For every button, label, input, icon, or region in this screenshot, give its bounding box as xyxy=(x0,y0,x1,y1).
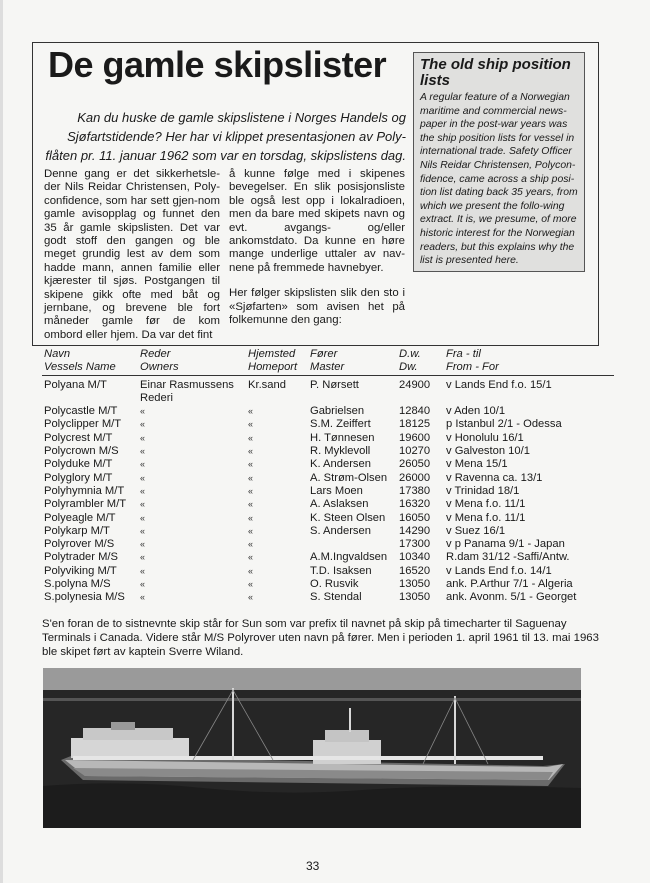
header-dw: Dw. xyxy=(399,361,418,374)
owner-ditto: « xyxy=(140,525,146,536)
master: K. Andersen xyxy=(310,458,371,471)
vessel-name: Polyana M/T xyxy=(44,378,107,391)
page-edge xyxy=(0,0,3,883)
summary-body: A regular feature of a Norwegian maritime and commercial news-paper in the post-war years was the ship position lists for vessel in international trade. Safety Officer Nils Reidar Christensen, Polycon-fidence, came across a ship posi-tion list dating back 35 years, from which we present the follo-wing extract. It is, we presume, of more historic interest for the Norwegian readers, but this explains why the list is presented here. xyxy=(420,92,578,267)
owner-ditto: « xyxy=(140,552,146,563)
owner-ditto: « xyxy=(140,419,146,430)
header-owner: Reder xyxy=(140,348,171,360)
table-row xyxy=(42,418,612,431)
route: v Suez 16/1 xyxy=(446,524,506,537)
table-row xyxy=(42,498,612,511)
deadweight: 26050 xyxy=(399,458,431,471)
master: H. Tønnesen xyxy=(310,431,375,444)
vessel-name: Polyviking M/T xyxy=(44,564,117,577)
table-row xyxy=(42,578,612,591)
vessel-name: Polycastle M/T xyxy=(44,405,118,418)
route: v p Panama 9/1 - Japan xyxy=(446,538,565,551)
deadweight: 12840 xyxy=(399,405,431,418)
table-row xyxy=(42,405,612,418)
master: P. Nørsett xyxy=(310,378,359,391)
table-header-divider xyxy=(42,375,614,376)
table-body xyxy=(42,405,612,604)
header-name: Vessels Name xyxy=(44,361,116,374)
deadweight: 19600 xyxy=(399,431,431,444)
table-header-english xyxy=(42,361,612,374)
vessel-name: Polyeagle M/T xyxy=(44,511,116,524)
table-row xyxy=(42,525,612,538)
table-row xyxy=(42,379,612,392)
vessel-name: Polytrader M/S xyxy=(44,551,118,564)
deadweight: 18125 xyxy=(399,418,431,431)
master: R. Myklevoll xyxy=(310,445,371,458)
homeport-ditto: « xyxy=(248,565,254,576)
homeport-ditto: « xyxy=(248,539,254,550)
header-home: Homeport xyxy=(248,361,298,374)
deadweight: 16520 xyxy=(399,564,431,577)
table-row xyxy=(42,472,612,485)
owner-ditto: « xyxy=(140,579,146,590)
vessel-name: S.polyna M/S xyxy=(44,578,111,591)
deadweight: 26000 xyxy=(399,471,431,484)
ship-illustration xyxy=(43,668,581,828)
homeport-ditto: « xyxy=(248,446,254,457)
homeport-ditto: « xyxy=(248,592,254,603)
homeport-ditto: « xyxy=(248,552,254,563)
deadweight: 13050 xyxy=(399,591,431,604)
body-column-2 xyxy=(229,168,405,327)
route: R.dam 31/12 -Saffi/Antw. xyxy=(446,551,570,564)
master: S.M. Zeiffert xyxy=(310,418,371,431)
master: Lars Moen xyxy=(310,484,363,497)
owner-ditto: « xyxy=(140,485,146,496)
route: v Galveston 10/1 xyxy=(446,445,530,458)
closing-paragraph: S'en foran de to sistnevnte skip står for Sun som var prefix til navnet på skip på timecharter til Saguenay Terminals i Canada. Videre står M/S Polyrover uten navn på fører. Men i perioden 1. april 1961 til 13. mai 1963 ble skipet ført av kaptein Sverre Wiland. xyxy=(42,618,599,658)
vessel-name: Polycrest M/T xyxy=(44,431,113,444)
master: O. Rusvik xyxy=(310,578,359,591)
homeport-ditto: « xyxy=(248,472,254,483)
body-paragraph: Her følger skipslisten slik den sto i «Sjøfarten» som avisen het på folkemunne den gang: xyxy=(229,287,405,327)
deadweight: 24900 xyxy=(399,378,431,391)
table-row xyxy=(42,551,612,564)
table-row xyxy=(42,445,612,458)
homeport-ditto: « xyxy=(248,512,254,523)
vessel-name: Polykarp M/T xyxy=(44,524,110,537)
table-row xyxy=(42,591,612,604)
vessel-name: S.polynesia M/S xyxy=(44,591,125,604)
route: v Lands End f.o. 15/1 xyxy=(446,378,552,391)
deadweight: 16050 xyxy=(399,511,431,524)
body-column-1: Denne gang er det sikkerhetsle-der Nils Reidar Christensen, Poly-confidence, som har sett gjen-nom gamle avisopplag og funnet den 35 år gamle skipslisten. Det var godt stoff den gangen og ble meget grundig lest av dem som hadde mann, annen familie eller kjærester til sjøs. Postgangen til skipene gikk ofte med båt og jernbane, og brevene ble fort måneder gamle før de kom ombord eller hjem. Da var det fint xyxy=(44,168,220,341)
master: S. Stendal xyxy=(310,591,362,604)
route: v Aden 10/1 xyxy=(446,405,506,418)
route: ank. P.Arthur 7/1 - Algeria xyxy=(446,578,573,591)
table-row xyxy=(42,432,612,445)
deadweight: 17300 xyxy=(399,538,431,551)
homeport-ditto: « xyxy=(248,406,254,417)
owner-ditto: « xyxy=(140,459,146,470)
owner-ditto: « xyxy=(140,512,146,523)
table-row xyxy=(42,565,612,578)
english-summary-box xyxy=(413,52,585,272)
master: A.M.Ingvaldsen xyxy=(310,551,388,564)
summary-title: The old ship position lists xyxy=(420,56,571,89)
header-route: Fra - til xyxy=(446,348,481,360)
route: v Mena f.o. 11/1 xyxy=(446,498,526,511)
table-row xyxy=(42,485,612,498)
article-intro: Kan du huske de gamle skipslistene i Norges Handels og Sjøfartstidende? Her har vi klippet presentasjonen av Poly-flåten pr. 11. januar 1962 som var en torsdag, skipslistens dag. xyxy=(45,110,406,163)
header-route: From - For xyxy=(446,361,499,374)
master: Gabrielsen xyxy=(310,405,365,418)
master: T.D. Isaksen xyxy=(310,564,372,577)
master: S. Andersen xyxy=(310,524,371,537)
deadweight: 10270 xyxy=(399,445,431,458)
vessel-name: Polyglory M/T xyxy=(44,471,113,484)
homeport-ditto: « xyxy=(248,459,254,470)
ship-position-table xyxy=(42,348,612,605)
tanker-ship-photo xyxy=(43,668,581,828)
route: v Honolulu 16/1 xyxy=(446,431,524,444)
master: A. Aslaksen xyxy=(310,498,369,511)
table-row xyxy=(42,458,612,471)
table-row xyxy=(42,538,612,551)
vessel-name: Polyrover M/S xyxy=(44,538,115,551)
owner: Rederi xyxy=(140,391,173,404)
body-paragraph: å kunne følge med i skipenes bevegelser. En slik posisjonsliste ble også lest opp i lokalradioen, men da bare med skipets navn og evt. avgangs- og/eller ankomstdato. Da kunne en høre mange underlige uttaler av nav-nene på fremmede havnebyer. xyxy=(229,168,405,274)
master: A. Strøm-Olsen xyxy=(310,471,388,484)
deadweight: 14290 xyxy=(399,524,431,537)
owner-ditto: « xyxy=(140,565,146,576)
header-dw: D.w. xyxy=(399,348,421,360)
table-row xyxy=(42,512,612,525)
owner-ditto: « xyxy=(140,446,146,457)
vessel-name: Polyrambler M/T xyxy=(44,498,127,511)
homeport-ditto: « xyxy=(248,419,254,430)
route: v Ravenna ca. 13/1 xyxy=(446,471,543,484)
header-name: Navn xyxy=(44,348,71,360)
route: v Mena 15/1 xyxy=(446,458,508,471)
route: p Istanbul 2/1 - Odessa xyxy=(446,418,562,431)
table-header-norwegian xyxy=(42,348,612,361)
vessel-name: Polycrown M/S xyxy=(44,445,119,458)
owner: Einar Rasmussens xyxy=(140,378,234,391)
header-home: Hjemsted xyxy=(248,348,296,360)
homeport-ditto: « xyxy=(248,579,254,590)
deadweight: 10340 xyxy=(399,551,431,564)
owner-ditto: « xyxy=(140,499,146,510)
page-title: De gamle skipslister xyxy=(48,44,387,85)
deadweight: 13050 xyxy=(399,578,431,591)
owner-ditto: « xyxy=(140,472,146,483)
homeport-ditto: « xyxy=(248,525,254,536)
owner-ditto: « xyxy=(140,539,146,550)
owner-ditto: « xyxy=(140,406,146,417)
homeport: Kr.sand xyxy=(248,378,286,391)
header-master: Master xyxy=(310,361,345,374)
owner-ditto: « xyxy=(140,432,146,443)
deadweight: 16320 xyxy=(399,498,431,511)
header-owner: Owners xyxy=(140,361,179,374)
deadweight: 17380 xyxy=(399,484,431,497)
page-number: 33 xyxy=(306,859,320,873)
owner-ditto: « xyxy=(140,592,146,603)
route: v Mena f.o. 11/1 xyxy=(446,511,526,524)
vessel-name: Polyduke M/T xyxy=(44,458,113,471)
route: ank. Avonm. 5/1 - Georget xyxy=(446,591,577,604)
route: v Trinidad 18/1 xyxy=(446,484,520,497)
table-row-continued xyxy=(42,392,612,405)
header-master: Fører xyxy=(310,348,338,360)
homeport-ditto: « xyxy=(248,432,254,443)
homeport-ditto: « xyxy=(248,499,254,510)
vessel-name: Polyhymnia M/T xyxy=(44,484,125,497)
homeport-ditto: « xyxy=(248,485,254,496)
vessel-name: Polyclipper M/T xyxy=(44,418,122,431)
route: v Lands End f.o. 14/1 xyxy=(446,564,552,577)
master: K. Steen Olsen xyxy=(310,511,386,524)
